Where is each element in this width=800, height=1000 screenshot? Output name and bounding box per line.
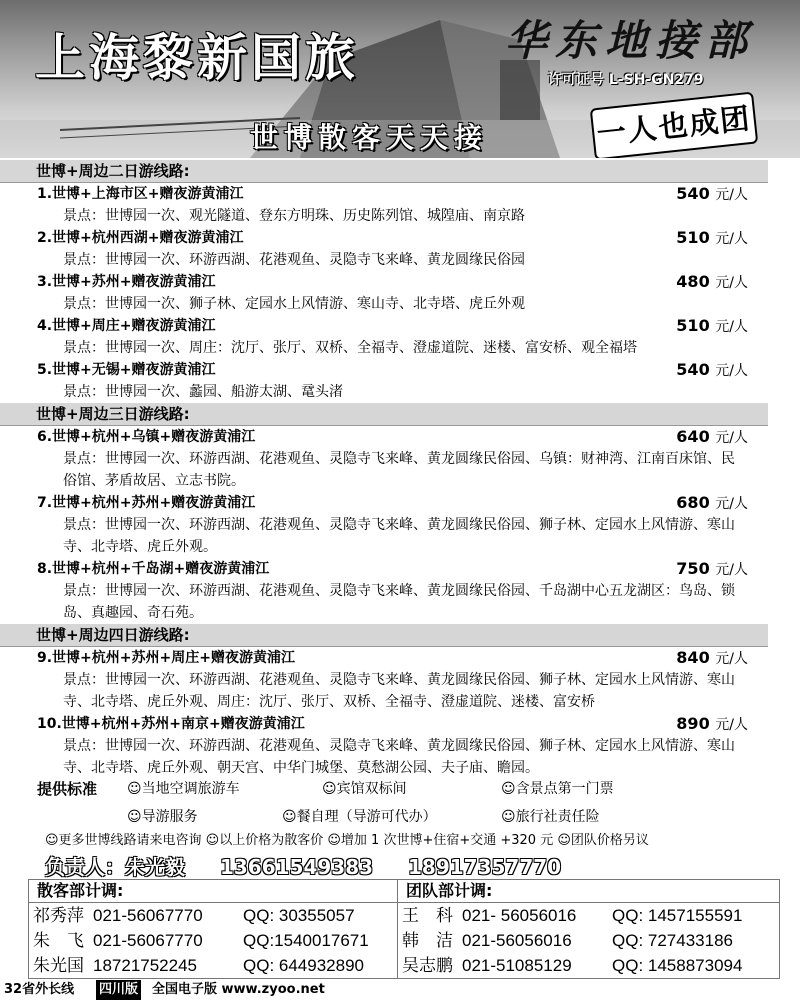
route-item [0, 227, 800, 271]
route-item [0, 426, 800, 492]
contacts-table [28, 879, 780, 979]
manager-name: 负责人：朱光毅 [45, 855, 185, 879]
route-list [0, 160, 800, 779]
route-spots: 景点：世博园一次、蠡园、船游太湖、鼋头渚 [63, 384, 343, 400]
contact-row: 朱 飞 021-56067770 QQ:1540017671 [33, 931, 369, 951]
website-text: 全国电子版 www.zyoo.net [152, 982, 325, 997]
route-spots: 景点：世博园一次、环游西湖、花港观鱼、灵隐寺飞来峰、黄龙圆缘民俗园、千岛湖中心五龙湖区：鸟岛、锁岛、真趣园、奇石苑。 [63, 583, 735, 621]
contact-row: 祁秀萍 021-56067770 QQ: 30355057 [33, 906, 355, 926]
page-number: 32省外长线 [4, 982, 75, 997]
route-price: 840 元/人 [676, 648, 748, 667]
route-price: 680 元/人 [676, 493, 748, 512]
route-item [0, 492, 800, 558]
route-title: 8.世博+杭州+千岛湖+赠夜游黄浦江 [37, 561, 270, 577]
route-item [0, 713, 800, 779]
route-spots: 景点：世博园一次、环游西湖、花港观鱼、灵隐寺飞来峰、黄龙圆缘民俗园、狮子林、定园水上风情游、寒山寺、北寺塔、虎丘外观、周庄：沈厅、张厅、双桥、全福寺、澄虚道院、迷楼、富安桥 [63, 672, 735, 710]
manager-phone: 18917357770 [408, 855, 562, 879]
route-price: 890 元/人 [676, 714, 748, 733]
route-title: 2.世博+杭州西湖+赠夜游黄浦江 [37, 230, 244, 246]
route-spots: 景点：世博园一次、环游西湖、花港观鱼、灵隐寺飞来峰、黄龙圆缘民俗园、乌镇：财神湾、江南百床馆、民俗馆、茅盾故居、立志书院。 [63, 451, 735, 489]
route-price: 750 元/人 [676, 559, 748, 578]
route-item [0, 359, 800, 403]
route-price: 540 元/人 [676, 184, 748, 203]
manager-phone: 13661549383 [219, 855, 374, 879]
manager-contact [45, 851, 589, 880]
contact-row: 韩 洁 021-56056016 QQ: 727433186 [402, 931, 733, 951]
standard-item: ☺旅行社责任险 [501, 809, 600, 825]
company-name: 上海黎新国旅 [35, 29, 359, 87]
stamp-slogan: 一人也成团 [590, 92, 759, 158]
route-price: 510 元/人 [676, 316, 748, 335]
standard-item: ☺含景点第一门票 [501, 781, 614, 797]
route-title: 5.世博+无锡+赠夜游黄浦江 [37, 362, 216, 378]
route-spots: 景点：世博园一次、环游西湖、花港观鱼、灵隐寺飞来峰、黄龙圆缘民俗园、狮子林、定园水上风情游、寒山寺、北寺塔、虎丘外观、朝天宫、中华门城堡、莫愁湖公园、夫子庙、瞻园。 [63, 738, 735, 776]
notes-line: ☺更多世博线路请来电咨询 ☺以上价格为散客价 ☺增加 1 次世博+住宿+交通 +320 元 ☺团队价格另议 [45, 833, 649, 848]
route-title: 6.世博+杭州+乌镇+赠夜游黄浦江 [37, 429, 256, 445]
contact-row: 吴志鹏 021-51085129 QQ: 1458873094 [402, 956, 743, 976]
route-title: 10.世博+杭州+苏州+南京+赠夜游黄浦江 [37, 716, 305, 732]
contact-row: 朱光国 18721752245 QQ: 644932890 [33, 956, 364, 976]
route-price: 510 元/人 [676, 228, 748, 247]
group-dept-column [398, 880, 779, 978]
standard-item: ☺宾馆双标间 [322, 781, 407, 797]
route-spots: 景点：世博园一次、观光隧道、登东方明珠、历史陈列馆、城隍庙、南京路 [63, 208, 525, 224]
page-footer [0, 980, 800, 1000]
route-item [0, 271, 800, 315]
route-spots: 景点：世博园一次、环游西湖、花港观鱼、灵隐寺飞来峰、黄龙圆缘民俗园 [63, 252, 525, 268]
section-title: 世博+周边三日游线路: [0, 403, 768, 426]
contact-row: 王 科 021- 56056016 QQ: 1457155591 [402, 906, 743, 926]
route-spots: 景点：世博园一次、狮子林、定园水上风情游、寒山寺、北寺塔、虎丘外观 [63, 296, 525, 312]
route-item [0, 183, 800, 227]
route-price: 480 元/人 [676, 272, 748, 291]
route-spots: 景点：世博园一次、环游西湖、花港观鱼、灵隐寺飞来峰、黄龙圆缘民俗园、狮子林、定园水上风情游、寒山寺、北寺塔、虎丘外观。 [63, 517, 735, 555]
section-title: 世博+周边四日游线路: [0, 624, 768, 647]
route-item [0, 647, 800, 713]
route-title: 4.世博+周庄+赠夜游黄浦江 [37, 318, 216, 334]
individual-dept-column [29, 880, 398, 978]
header-banner [0, 0, 800, 158]
route-title: 3.世博+苏州+赠夜游黄浦江 [37, 274, 216, 290]
department-calligraphy: 华东地接部 [505, 16, 756, 65]
standard-item: ☺餐自理（导游可代办） [282, 809, 437, 825]
main-slogan: 世博散客天天接 [250, 121, 489, 154]
column-title: 团队部计调: [398, 880, 779, 903]
route-spots: 景点：世博园一次、周庄：沈厅、张厅、双桥、全福寺、澄虚道院、迷楼、富安桥、观全福塔 [63, 340, 637, 356]
route-item [0, 315, 800, 359]
route-title: 1.世博+上海市区+赠夜游黄浦江 [37, 186, 244, 202]
column-title: 散客部计调: [29, 880, 397, 903]
route-title: 9.世博+杭州+苏州+周庄+赠夜游黄浦江 [37, 650, 295, 666]
standard-item: ☺导游服务 [127, 809, 198, 825]
route-price: 640 元/人 [676, 427, 748, 446]
section-title: 世博+周边二日游线路: [0, 160, 768, 183]
edition-badge: 四川版 [96, 980, 141, 1000]
route-title: 7.世博+杭州+苏州+赠夜游黄浦江 [37, 495, 256, 511]
route-price: 540 元/人 [676, 360, 748, 379]
standard-item: ☺当地空调旅游车 [127, 781, 240, 797]
route-item [0, 558, 800, 624]
standards-label: 提供标准 [37, 780, 98, 798]
license-number: 许可证号 L-SH-GN279 [548, 72, 704, 88]
